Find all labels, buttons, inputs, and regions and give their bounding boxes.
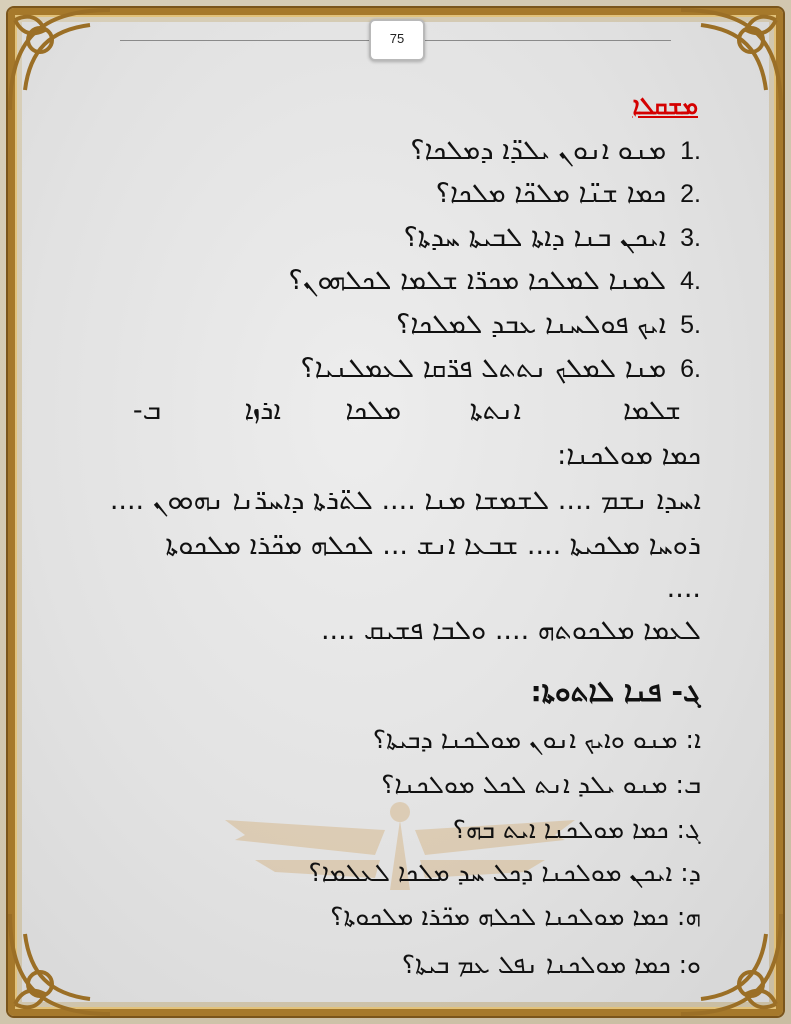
section-b-label: ܒ- (132, 395, 161, 426)
item-text: ܟܡܐ ܡܘܠܟܢܐ ܐܝܬ ܒܗ؟ (452, 815, 669, 844)
item-mark: ܕ: (680, 858, 701, 887)
section-g-item (402, 950, 701, 980)
fill-blank-line: ܐܚܕܐ ܢܫܡ .... ܠܫܡܫܐ ܡܢܐ .... ܠܬ̈ܪܬܐ ܕܐܚܪ̈ܢܐ ܢܗܘܘܢ .... (109, 485, 701, 516)
question-number: 1. (680, 137, 701, 165)
section-b-instruction: ܟܡܐ ܡܘܠܟܢܐ: (557, 440, 701, 471)
item-mark: ܘ: (678, 950, 701, 979)
section-g-item (373, 725, 701, 755)
question-number: 2. (680, 180, 701, 208)
question-text: ܡܢܘ ܐܢܘܢ ܝܠܕ̈ܐ ܕܡܠܟܐ؟ (410, 135, 667, 166)
item-mark: ܒ: (675, 770, 701, 799)
word-bank-item: ܐܢܬܬܐ (469, 395, 521, 426)
word-bank-item: ܫܠܡܐ (623, 395, 681, 426)
question-text: ܠܡܢܐ ܠܡܠܟܐ ܡܟܪ̈ܐ ܫܠܡܐ ܠܟܠܗܘܢ؟ (288, 265, 667, 296)
item-text: ܟܡܐ ܡܘܠܟܢܐ ܢܦܠ ܥܡ ܒܝܬܐ؟ (401, 950, 671, 979)
question-2 (436, 178, 701, 210)
section-g-item (381, 770, 701, 800)
item-mark: ܐ: (685, 725, 701, 754)
word-bank-item: ܐܪܙܐ (244, 395, 281, 426)
exercises-heading: ܡܫܩܠܐ (632, 92, 698, 120)
item-text: ܡܢܘ ܝܠܕ ܐܢܬ ܠܟܠ ܡܘܠܟܢܐ؟ (381, 770, 668, 799)
item-text: ܐܝܟܢ ܡܘܠܟܢܐ ܕܟܠ ܚܕ ܡܠܟܐ ܠܥܠܡܐ؟ (308, 858, 673, 887)
fill-blank-line: ܠܥܡܐ ܡܠܟܘܬܗ .... ܘܠܒܐ ܦܫܝܩ .... (320, 615, 701, 646)
word-bank-item: ܡܠܟܐ (345, 395, 401, 426)
item-mark: ܓ: (676, 815, 701, 844)
item-text: ܟܡܐ ܡܘܠܟܢܐ ܠܟܠܗ ܡܟ̈ܪܐ ܡܠܟܘܬܐ؟ (330, 902, 669, 931)
question-1 (410, 135, 701, 167)
question-5 (396, 309, 701, 341)
item-text: ܡܢܘ ܘܐܝܟ ܐܢܘܢ ܡܘܠܟܢܐ ܕܒܝܬܐ؟ (372, 725, 678, 754)
section-g-label: ܓ- ܦܢܐ ܠܐܬܘܬܐ: (530, 675, 701, 708)
fill-blank-line: .... (666, 573, 701, 604)
ornament-corner-icon (0, 0, 120, 120)
section-g-item (330, 902, 701, 932)
section-g-item (453, 815, 701, 845)
question-3 (403, 222, 701, 254)
fill-blank-line: ܪܘܚܐ ܡܠܟܝܬܐ .... ܫܒܥܐ ܐܢܫ ... ܠܟܠܗ ܡܟ̈ܪܐ ܡܠܟܘܬܐ (165, 530, 701, 561)
question-number: 3. (680, 224, 701, 252)
question-number: 6. (680, 355, 701, 383)
ornament-corner-icon (0, 904, 120, 1024)
question-text: ܡܢܐ ܠܡܠܟ ܢܬܬܠ ܦܪ̈ܩܐ ܠܥܡܠܢܝܐ؟ (300, 353, 667, 384)
question-4 (288, 265, 701, 297)
question-text: ܐܝܟ ܦܘܠܚܢܐ ܥܒܕ ܠܡܠܟܐ؟ (396, 309, 667, 340)
page-number: 75 (369, 19, 425, 61)
question-6 (300, 353, 701, 385)
item-mark: ܗ: (676, 902, 701, 931)
question-text: ܟܡܐ ܫܢ̈ܐ ܡܠܟ̈ܐ ܡܠܟܐ؟ (435, 178, 667, 209)
section-g-item (308, 858, 701, 888)
question-text: ܐܝܟܢ ܒܢܐ ܕܐܬܐ ܠܒܝܬܐ ܚܕܬܐ؟ (403, 222, 667, 253)
question-number: 4. (680, 267, 701, 295)
question-number: 5. (680, 311, 701, 339)
